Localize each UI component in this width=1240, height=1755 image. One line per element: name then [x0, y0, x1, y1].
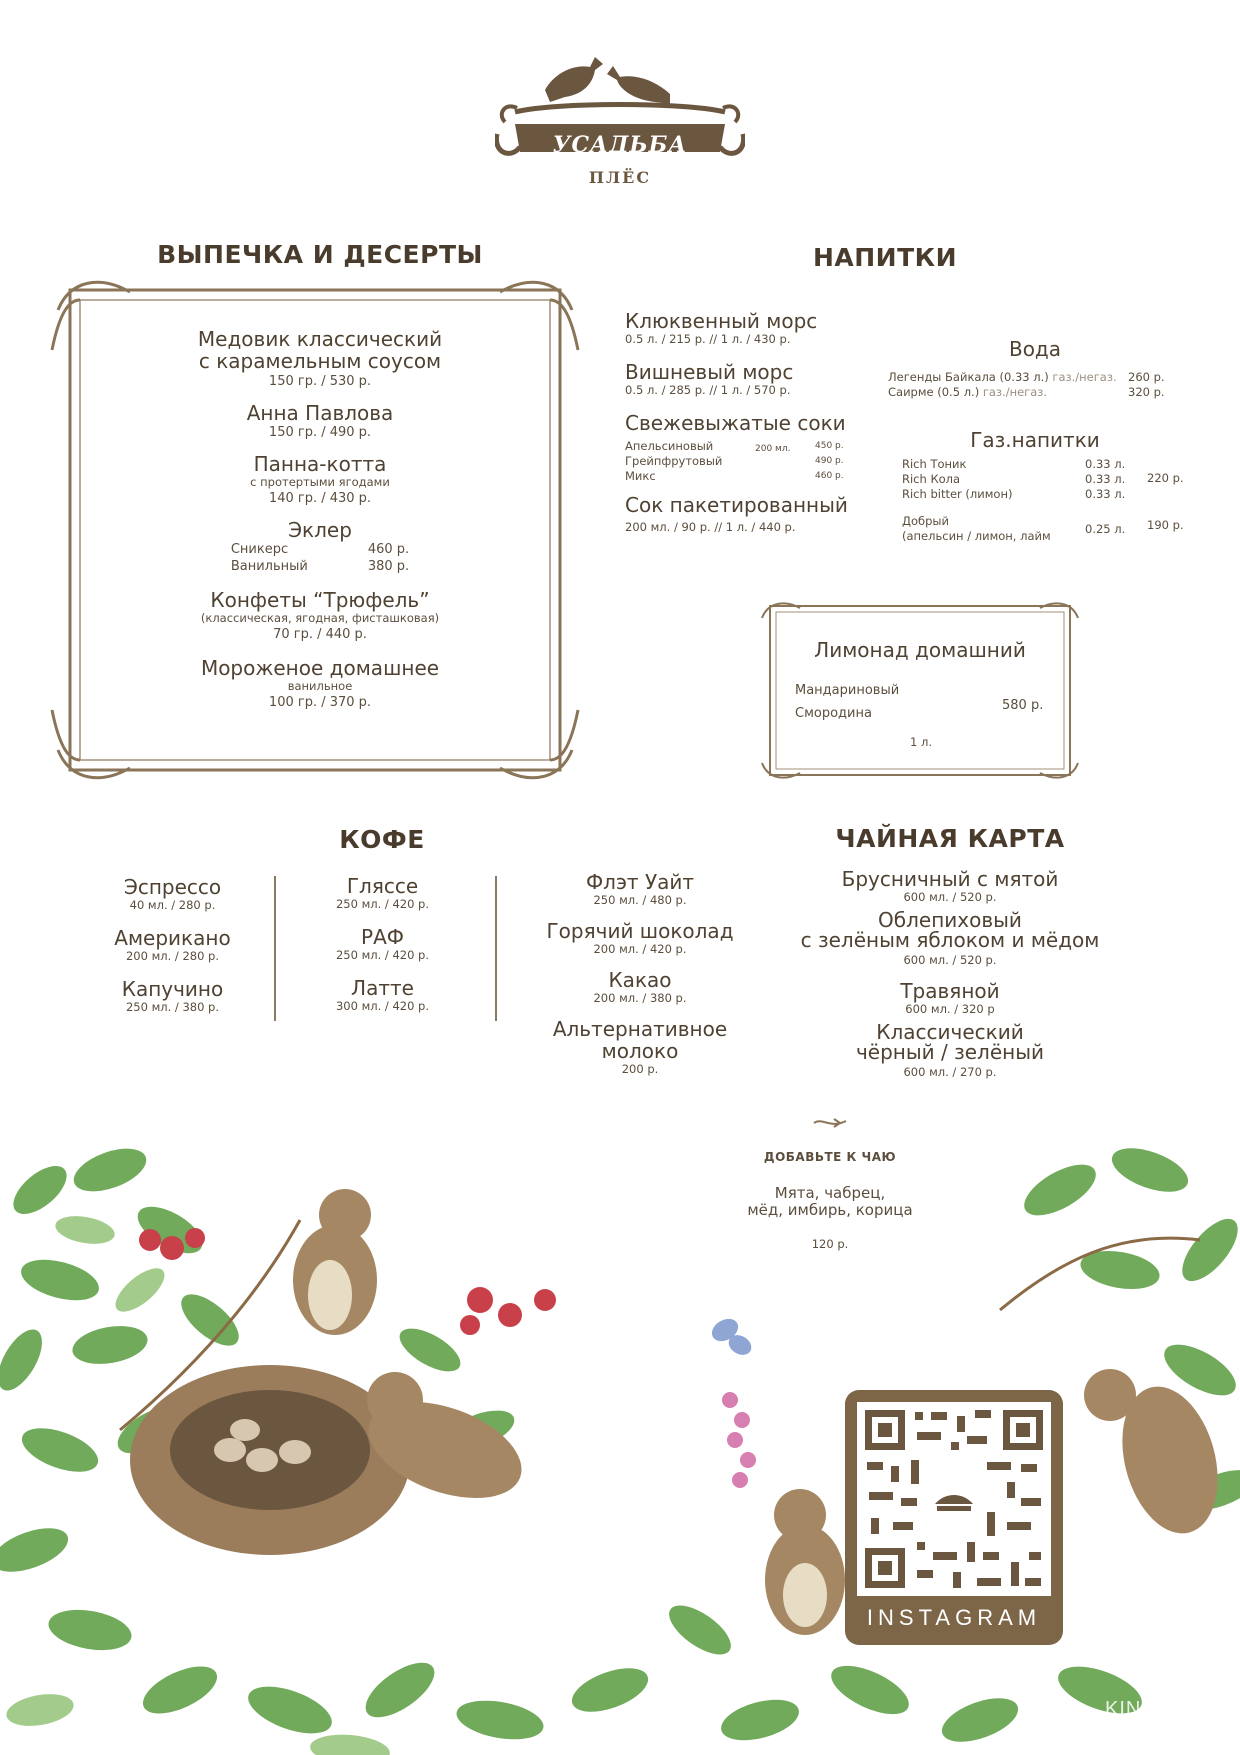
mors2-name: Вишневый морс — [625, 360, 794, 384]
logo-name: УСАДЬБА — [552, 132, 688, 158]
pannacotta-name: Панна-котта — [253, 452, 387, 476]
juice-label: Апельсиновый — [625, 439, 714, 453]
tea-name: чёрный / зелёный — [855, 1040, 1045, 1064]
medovik-name2: с карамельным соусом — [198, 349, 442, 373]
desserts-title: ВЫПЕЧКА И ДЕСЕРТЫ — [157, 240, 483, 269]
tea-price: 600 мл. / 520 р. — [903, 953, 997, 967]
soda-title: Газ.напитки — [970, 428, 1100, 452]
lemonade-flavor: Мандариновый — [795, 683, 900, 698]
tea-price: 600 мл. / 520 р. — [903, 890, 997, 904]
coffee-price: 200 мл. / 380 р. — [593, 991, 687, 1005]
pannacotta-price: 140 гр. / 430 р. — [268, 491, 372, 506]
mors2-price: 0.5 л. / 285 р. // 1 л. / 570 р. — [625, 383, 791, 397]
juice-volume: 200 мл. — [755, 444, 791, 454]
tea-price: 600 мл. / 270 р. — [903, 1065, 997, 1079]
coffee-price: 250 мл. / 420 р. — [335, 897, 430, 911]
juice-label: Микс — [625, 469, 656, 483]
water-list — [888, 370, 1198, 400]
icecream-price: 100 гр. / 370 р. — [268, 695, 372, 710]
ekler-label: Ванильный — [230, 559, 308, 574]
water-label: Легенды Байкала (0.33 л.) — [888, 370, 1049, 384]
mors1-price: 0.5 л. / 215 р. // 1 л. / 430 р. — [625, 332, 791, 346]
water-type: газ./негаз. — [1052, 370, 1117, 384]
dobry-vol: 0.25 л. — [1085, 522, 1126, 536]
candies-price: 70 гр. / 440 р. — [273, 627, 367, 642]
packjuice-price: 200 мл. / 90 р. // 1 л. / 440 р. — [625, 520, 796, 534]
coffee-name: Эспрессо — [123, 875, 222, 899]
icecream-note: ванильное — [287, 679, 353, 693]
coffee-price: 250 мл. / 420 р. — [335, 948, 430, 962]
coffee-col1 — [90, 876, 255, 1015]
soda-price: 220 р. — [1147, 471, 1184, 485]
tea-name: Облепиховый — [878, 908, 1022, 932]
watermark: KINKOL — [1105, 1698, 1185, 1720]
icecream-name: Мороженое домашнее — [200, 656, 440, 680]
swirl-icon — [812, 1115, 848, 1131]
addons-title: ДОБАВЬТЕ К ЧАЮ — [763, 1150, 897, 1164]
coffee-divider — [274, 876, 276, 1021]
pavlova-name: Анна Павлова — [246, 401, 394, 425]
pannacotta-note: с протертыми ягодами — [250, 475, 390, 489]
tea-name: с зелёным яблоком и мёдом — [800, 928, 1100, 952]
soda-vol: 0.33 л. — [1085, 487, 1126, 501]
tea-price: 600 мл. / 320 р — [905, 1002, 995, 1016]
juices-name: Свежевыжатые соки — [625, 411, 846, 435]
bird-icon — [607, 66, 670, 104]
lemonade-flavor: Смородина — [795, 706, 872, 721]
addons-line: мёд, имбирь, корица — [747, 1201, 913, 1219]
mors1-name: Клюквенный морс — [625, 309, 818, 333]
coffee-price: 250 мл. / 380 р. — [125, 1000, 220, 1014]
water-type: газ./негаз. — [982, 385, 1048, 399]
lemonade-title: Лимонад домашний — [814, 638, 1026, 662]
coffee-price: 200 р. — [621, 1062, 659, 1076]
soda-label: Rich Тоник — [902, 457, 967, 471]
coffee-price: 200 мл. / 420 р. — [593, 942, 687, 956]
ekler-name: Эклер — [288, 518, 352, 542]
coffee-name: Альтернативное — [552, 1017, 728, 1041]
coffee-name: РАФ — [361, 925, 404, 949]
coffee-name: Капучино — [121, 977, 224, 1001]
coffee-name: молоко — [601, 1039, 679, 1063]
dobry-name: Добрый — [902, 514, 949, 528]
coffee-col3 — [530, 871, 750, 1077]
soda-vol: 0.33 л. — [1085, 457, 1126, 471]
coffee-col2 — [300, 875, 465, 1014]
ekler-price: 460 р. — [367, 542, 410, 557]
lemonade-volume: 1 л. — [910, 735, 932, 749]
addons-line: Мята, чабрец, — [774, 1184, 886, 1202]
water-title: Вода — [1008, 337, 1062, 361]
water-label: Саирме (0.5 л.) — [888, 385, 980, 399]
juice-label: Грейпфрутовый — [625, 454, 723, 468]
juice-price: 460 р. — [815, 471, 844, 481]
ekler-label: Сникерс — [230, 542, 289, 557]
candies-name: Конфеты “Трюфель” — [210, 588, 430, 612]
soda-vol: 0.33 л. — [1085, 472, 1126, 486]
logo-place: ПЛЁС — [588, 168, 652, 187]
coffee-name: Латте — [351, 976, 414, 1000]
medovik-price: 150 гр. / 530 р. — [268, 374, 372, 389]
pavlova-price: 150 гр. / 490 р. — [268, 425, 372, 440]
packjuice-name: Сок пакетированный — [625, 493, 848, 517]
coffee-price: 300 мл. / 420 р. — [335, 999, 430, 1013]
coffee-name: Флэт Уайт — [585, 870, 695, 894]
coffee-title: КОФЕ — [339, 825, 425, 854]
tea-title: ЧАЙНАЯ КАРТА — [835, 824, 1065, 853]
addons-price: 120 р. — [811, 1237, 849, 1251]
qr-code-icon — [857, 1402, 1051, 1596]
soda-label: Rich Кола — [902, 472, 961, 486]
qr-card[interactable] — [845, 1390, 1063, 1645]
coffee-price: 40 мл. / 280 р. — [129, 898, 216, 912]
qr-label: INSTAGRAM — [866, 1605, 1042, 1630]
water-price: 320 р. — [1128, 385, 1165, 399]
coffee-name: Какао — [608, 968, 672, 992]
coffee-name: Горячий шоколад — [546, 919, 734, 943]
coffee-divider — [495, 876, 497, 1021]
drinks-title: НАПИТКИ — [812, 243, 958, 272]
dobry-price: 190 р. — [1147, 518, 1184, 532]
dobry-flavors: (апельсин / лимон, лайм — [902, 529, 1051, 543]
coffee-price: 200 мл. / 280 р. — [125, 949, 220, 963]
drinks-left — [625, 310, 865, 535]
coffee-name: Гляссе — [346, 874, 419, 898]
ekler-price: 380 р. — [367, 559, 410, 574]
medovik-name: Медовик классический — [197, 327, 443, 351]
tea-name: Классический — [876, 1020, 1024, 1044]
candies-note: (классическая, ягодная, фисташковая) — [200, 611, 440, 625]
coffee-name: Американо — [114, 926, 231, 950]
soda-list — [902, 457, 1202, 544]
bird-icon — [545, 57, 603, 102]
soda-label: Rich bitter (лимон) — [902, 487, 1013, 501]
lemonade-price: 580 р. — [1002, 698, 1044, 713]
juice-price: 490 р. — [815, 456, 844, 466]
juice-price: 450 р. — [815, 441, 844, 451]
desserts-list — [130, 328, 510, 711]
tea-name: Брусничный с мятой — [841, 867, 1059, 891]
water-price: 260 р. — [1128, 370, 1165, 384]
coffee-price: 250 мл. / 480 р. — [593, 893, 687, 907]
tea-name: Травяной — [900, 979, 1000, 1003]
tea-list — [770, 868, 1130, 1080]
